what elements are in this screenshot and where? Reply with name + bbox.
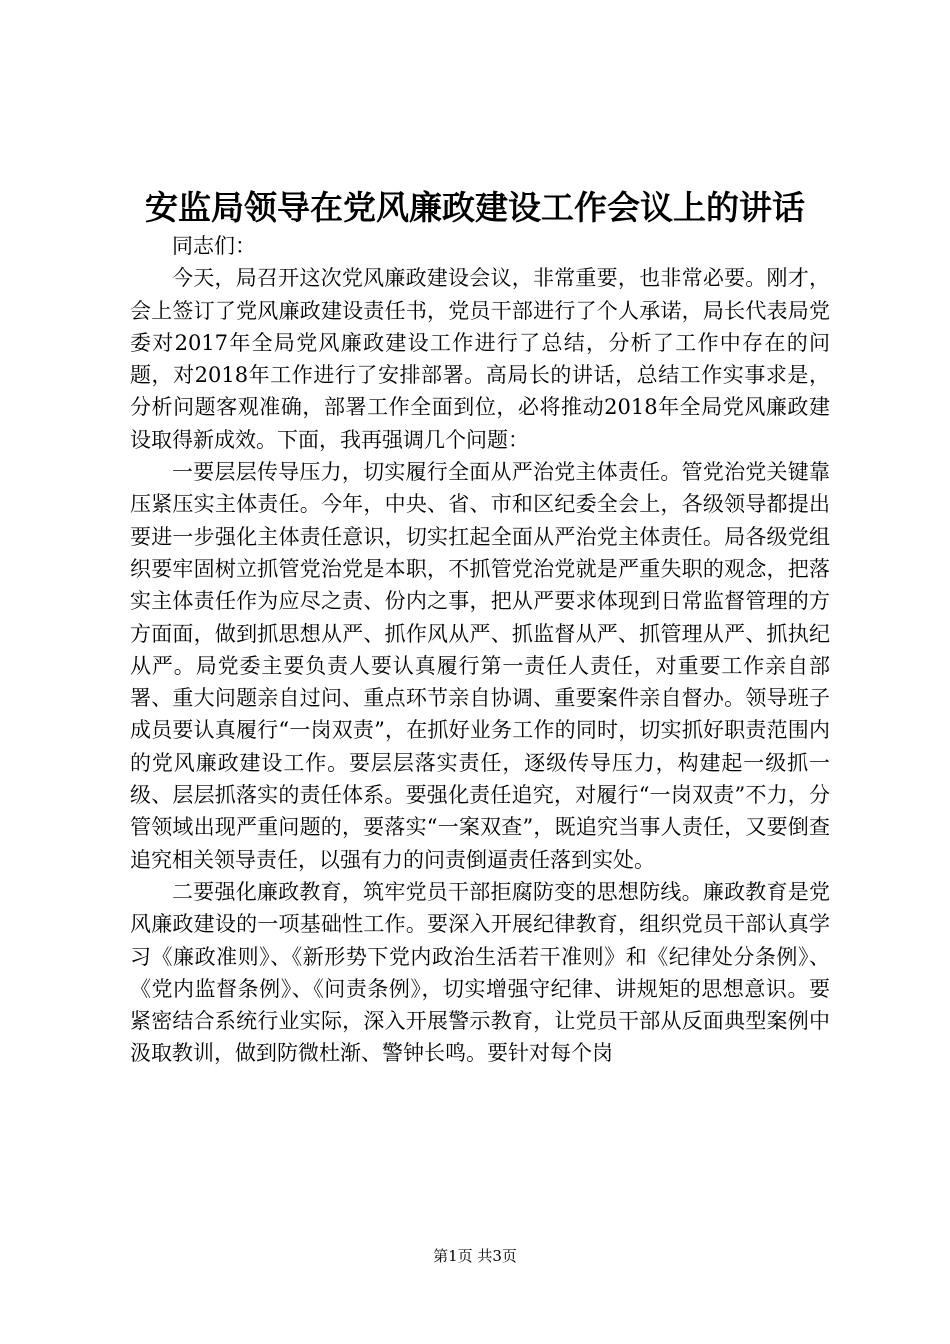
document-body [130, 230, 830, 1070]
paragraph-intro: 今天，局召开这次党风廉政建设会议，非常重要，也非常必要。刚才，会上签订了党风廉政建设责任书，党员干部进行了个人承诺，局长代表局党委对2017年全局党风廉政建设工作进行了总结，分析了工作中存在的问题，对2018年工作进行了安排部署。高局长的讲话，总结工作实事求是，分析问题客观准确，部署工作全面到位，必将推动2018年全局党风廉政建设取得新成效。下面，我再强调几个问题： [130, 266, 830, 452]
document-title: 安监局领导在党风廉政建设工作会议上的讲话 [145, 188, 805, 227]
paragraph-point-one: 一要层层传导压力，切实履行全面从严治党主体责任。管党治党关键靠压紧压实主体责任。今年，中央、省、市和区纪委全会上，各级领导都提出要进一步强化主体责任意识，切实扛起全面从严治党主体责任。局各级党组织要牢固树立抓管党治党是本职，不抓管党治党就是严重失职的观念，把落实主体责任作为应尽之责、份内之事，把从严要求体现到日常监督管理的方方面面，做到抓思想从严、抓作风从严、抓监督从严、抓管理从严、抓执纪从严。局党委主要负责人要认真履行第一责任人责任，对重要工作亲自部署、重大问题亲自过问、重点环节亲自协调、重要案件亲自督办。领导班子成员要认真履行“一岗双责”，在抓好业务工作的同时，切实抓好职责范围内的党风廉政建设工作。要层层落实责任，逐级传导压力，构建起一级抓一级、层层抓落实的责任体系。要强化责任追究，对履行“一岗双责”不力，分管领域出现严重问题的，要落实“一案双查”，既追究当事人责任，又要倒查追究相关领导责任，以强有力的问责倒逼责任落到实处。 [130, 460, 830, 872]
paragraph-point-two: 二要强化廉政教育，筑牢党员干部拒腐防变的思想防线。廉政教育是党风廉政建设的一项基础性工作。要深入开展纪律教育，组织党员干部认真学习《廉政准则》、《新形势下党内政治生活若干准则》和《纪律处分条例》、《党内监督条例》、《问责条例》，切实增强守纪律、讲规矩的思想意识。要紧密结合系统行业实际，深入开展警示教育，让党员干部从反面典型案例中汲取教训，做到防微杜渐、警钟长鸣。要针对每个岗 [130, 879, 830, 1066]
page-footer: 第1页 共3页 [433, 1247, 517, 1265]
salutation: 同志们： [172, 234, 256, 258]
